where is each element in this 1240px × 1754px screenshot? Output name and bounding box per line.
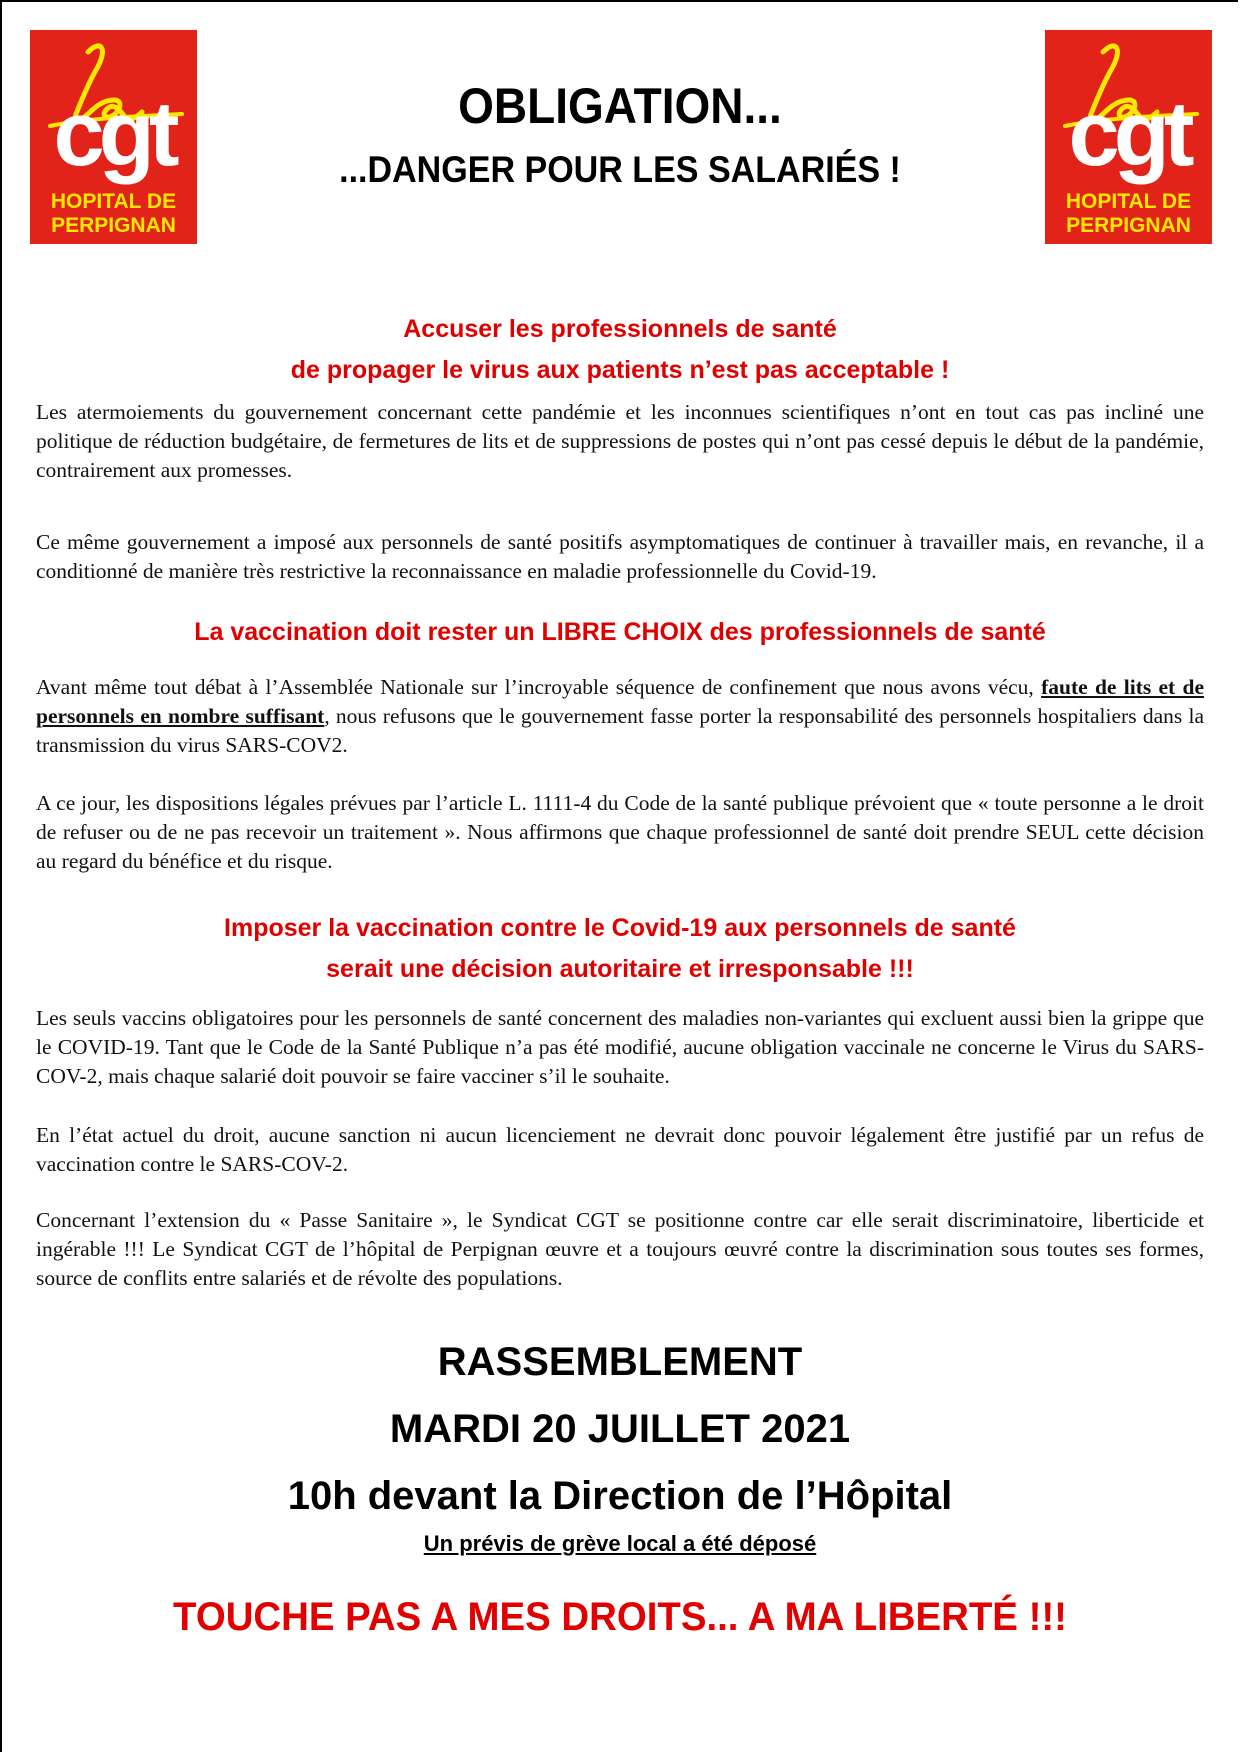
logo-line-1: HOPITAL DE <box>1065 190 1192 213</box>
logo-brand-text: cgt <box>53 83 174 185</box>
logo-subtitle <box>1045 190 1212 238</box>
paragraph-3-start: Avant même tout débat à l’Assemblée Nationale sur l’incroyable séquence de confinement que nous avons vécu, <box>36 675 1042 699</box>
paragraph-5: Les seuls vaccins obligatoires pour les personnels de santé concernent des maladies non-variantes qui excluent aussi bien la grippe que le COVID-19. Tant que le Code de la Santé Publique n’a pas été modifié, aucune obligation vaccinale ne concerne le Virus du SARS-COV-2, mais chaque salarié doit pouvoir se faire vacciner s’il le souhaite. <box>36 1006 1204 1088</box>
paragraph-6: En l’état actuel du droit, aucune sanction ni aucun licenciement ne devrait donc pouvoir légalement être justifié par un refus de vaccination contre le SARS-COV-2. <box>36 1123 1204 1176</box>
page-title: OBLIGATION... <box>458 78 782 134</box>
logo-line-1: HOPITAL DE <box>50 190 177 213</box>
heading-line: de propager le virus aux patients n’est pas acceptable ! <box>290 356 950 384</box>
section-heading-1 <box>20 309 1220 391</box>
heading-line: Accuser les professionnels de santé <box>403 315 837 343</box>
paragraph-2: Ce même gouvernement a imposé aux personnels de santé positifs asymptomatiques de continuer à travailler mais, en revanche, il a conditionné de manière très restrictive la reconnaissance en maladie professionnelle du Covid-19. <box>36 530 1204 583</box>
logo-line-2: PERPIGNAN <box>51 214 176 237</box>
slogan: TOUCHE PAS A MES DROITS... A MA LIBERTÉ !!! <box>173 1595 1067 1639</box>
paragraph-7: Concernant l’extension du « Passe Sanitaire », le Syndicat CGT se positionne contre car elle serait discriminatoire, liberticide et ingérable !!! Le Syndicat CGT de l’hôpital de Perpignan œuvre et a toujours œuvré contre la discrimination sous toutes ses formes, source de conflits entre salariés et de révolte des populations. <box>36 1208 1204 1290</box>
paragraph-4: A ce jour, les dispositions légales prévues par l’article L. 1111-4 du Code de la santé publique prévoient que « toute personne a le droit de refuser ou de ne pas recevoir un traitement ». Nous affirmons que chaque professionnel de santé doit prendre SEUL cette décision au regard du bénéfice et du risque. <box>36 791 1204 873</box>
logo-line-2: PERPIGNAN <box>1066 214 1191 237</box>
strike-notice: Un prévis de grève local a été déposé <box>423 1531 817 1556</box>
paragraph-3 <box>36 673 1204 760</box>
paragraph-1: Les atermoiements du gouvernement concernant cette pandémie et les inconnues scientifiques n’ont en tout cas pas incliné une politique de réduction budgétaire, de fermetures de lits et de suppressions de postes qui n’ont pas cessé depuis le début de la pandémie, contrairement aux promesses. <box>36 400 1204 482</box>
section-heading-3 <box>20 908 1220 990</box>
event-date: MARDI 20 JUILLET 2021 <box>389 1407 851 1451</box>
page-subtitle: ...DANGER POUR LES SALARIÉS ! <box>339 149 901 190</box>
logo-subtitle <box>30 190 197 238</box>
paragraph-3-end: , nous refusons que le gouvernement fasse porter la responsabilité des personnels hospitaliers dans la transmission du virus SARS-COV2. <box>36 704 1204 757</box>
cgt-logo-left <box>30 30 197 244</box>
heading-line: serait une décision autoritaire et irresponsable !!! <box>326 955 914 983</box>
heading-line: Imposer la vaccination contre le Covid-19 aux personnels de santé <box>224 914 1016 942</box>
event-location: 10h devant la Direction de l’Hôpital <box>287 1474 953 1518</box>
section-heading-2: La vaccination doit rester un LIBRE CHOIX des professionnels de santé <box>194 618 1046 646</box>
logo-brand-text: cgt <box>1068 83 1189 185</box>
cgt-logo-right <box>1045 30 1212 244</box>
emphasis-text: faute de lits et de personnels en nombre suffisant <box>36 675 1204 728</box>
event-title: RASSEMBLEMENT <box>437 1340 803 1384</box>
